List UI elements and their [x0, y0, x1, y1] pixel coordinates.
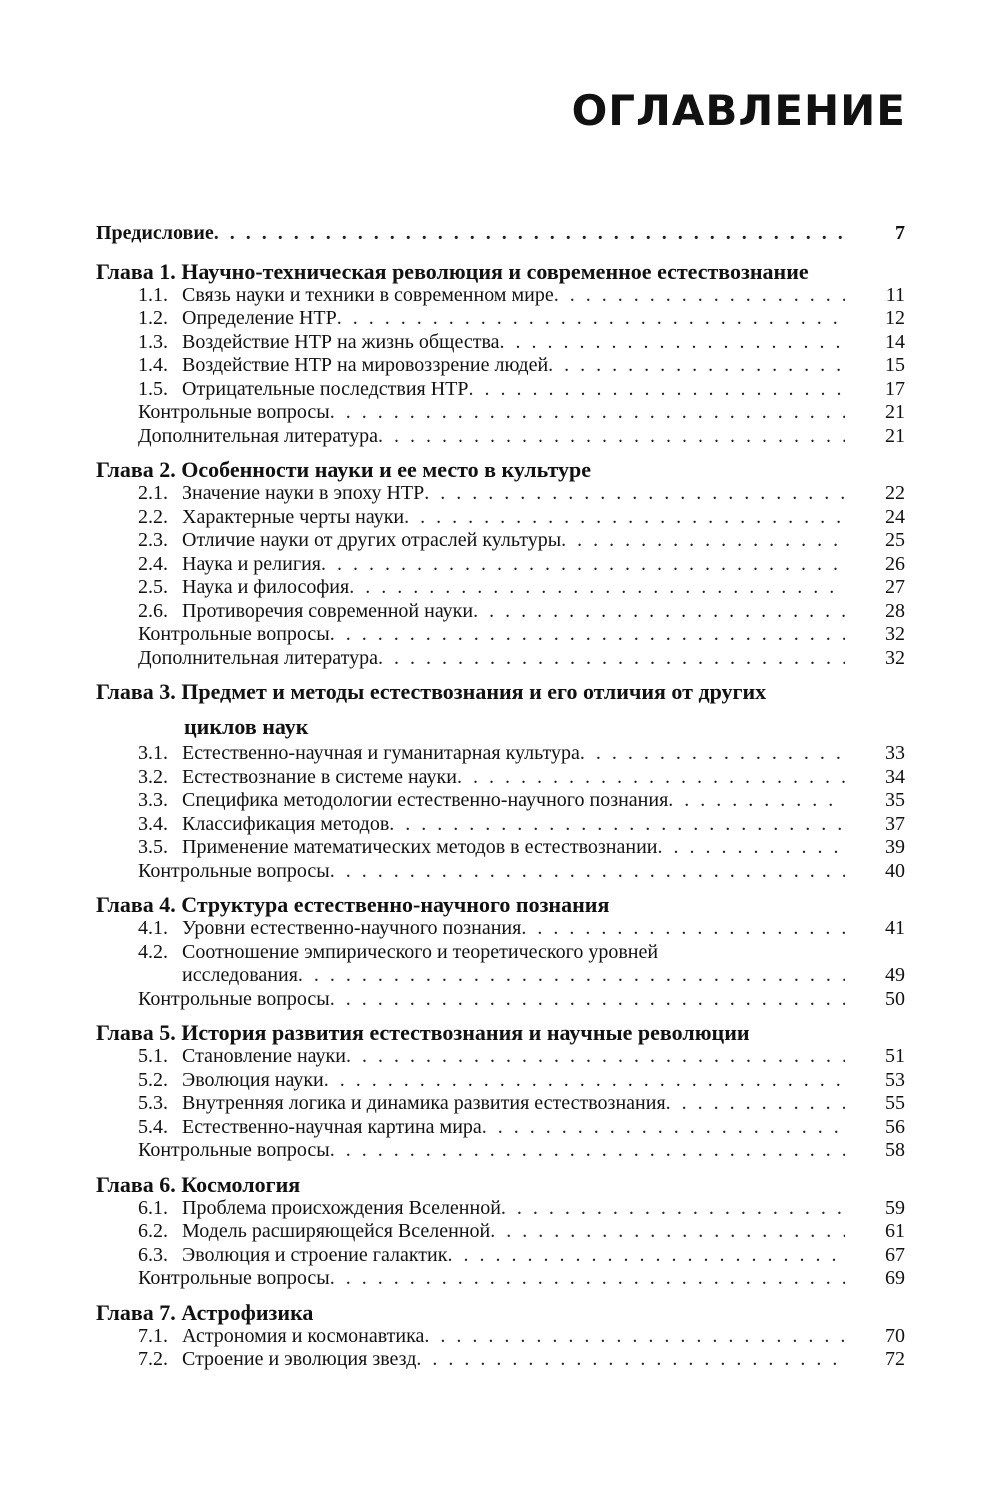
entry-page: 26	[885, 552, 905, 575]
entry-text: Внутренняя логика и динамика развития естествознания	[182, 1092, 666, 1114]
entry-page: 72	[885, 1348, 905, 1370]
leader-dots	[330, 401, 845, 425]
entry-page: 55	[885, 1092, 905, 1114]
entry-number: 1.2.	[138, 307, 168, 329]
leader-dots	[490, 1220, 845, 1244]
toc-entry-questions	[96, 988, 911, 1012]
entry-text: исследования	[182, 964, 298, 986]
leader-dots	[416, 1348, 845, 1372]
toc-entry	[96, 766, 911, 790]
entry-text: Эволюция и строение галактик	[182, 1243, 448, 1266]
leader-dots	[500, 331, 845, 355]
toc-entry	[96, 1116, 911, 1140]
entry-page: 7	[895, 222, 905, 244]
leader-dots	[346, 1045, 845, 1069]
entry-text: Значение науки в эпоху НТР	[182, 482, 425, 504]
leader-dots	[404, 506, 845, 530]
toc-entry	[96, 307, 911, 331]
toc-entry	[96, 482, 911, 506]
toc-entry	[96, 331, 911, 355]
entry-page: 61	[885, 1220, 905, 1242]
toc-entry-questions	[96, 860, 911, 884]
entry-page: 21	[885, 401, 905, 423]
leader-dots	[554, 284, 845, 308]
entry-text: Специфика методологии естественно-научного познания	[182, 789, 669, 811]
entry-page: 35	[885, 789, 905, 811]
entry-page: 28	[885, 599, 905, 622]
entry-text: Классификация методов	[182, 812, 390, 835]
toc-entry-literature	[96, 425, 911, 449]
toc-entry	[96, 378, 911, 402]
entry-page: 32	[885, 623, 905, 645]
toc-entry	[96, 1069, 911, 1093]
toc-entry-questions	[96, 1139, 911, 1163]
toc-entry	[96, 941, 911, 965]
toc-entry	[96, 1348, 911, 1372]
toc-entry	[96, 1197, 911, 1221]
leader-dots	[330, 1139, 845, 1163]
leader-dots	[389, 813, 845, 837]
entry-text: Контрольные вопросы	[138, 401, 330, 423]
leader-dots	[473, 600, 845, 624]
entry-page: 53	[885, 1068, 905, 1091]
leader-dots	[424, 1325, 845, 1349]
entry-text: Отличие науки от других отраслей культуры	[182, 529, 562, 551]
toc-entry-questions	[96, 401, 911, 425]
toc-entry	[96, 917, 911, 941]
entry-page: 21	[885, 424, 905, 447]
entry-text: Противоречия современной науки	[182, 599, 474, 622]
entry-number: 6.3.	[138, 1243, 168, 1266]
leader-dots	[521, 917, 845, 941]
toc-entry	[96, 576, 911, 600]
entry-page: 32	[885, 646, 905, 669]
entry-text: Естественно-научная картина мира	[182, 1115, 482, 1138]
leader-dots	[321, 553, 845, 577]
entry-page: 12	[885, 307, 905, 329]
leader-dots	[424, 482, 845, 506]
entry-text: Строение и эволюция звезд	[182, 1348, 417, 1370]
toc-entry	[96, 284, 911, 308]
entry-text: Воздействие НТР на мировоззрение людей	[182, 354, 549, 376]
leader-dots	[580, 742, 845, 766]
entry-page: 25	[885, 529, 905, 551]
entry-number: 2.5.	[138, 576, 168, 598]
toc-entry	[96, 1244, 911, 1268]
entry-text: Проблема происхождения Вселенной	[182, 1196, 501, 1219]
entry-text: Астрономия и космонавтика	[182, 1324, 425, 1347]
entry-number: 4.1.	[138, 917, 168, 939]
entry-text: Определение НТР	[182, 307, 337, 329]
entry-number: 3.5.	[138, 836, 168, 858]
leader-dots	[469, 378, 845, 402]
toc-entry	[96, 553, 911, 577]
entry-number: 2.4.	[138, 552, 168, 575]
entry-page: 58	[885, 1139, 905, 1161]
entry-text: Контрольные вопросы	[138, 1267, 330, 1289]
chapter-heading: Глава 6. Космология	[96, 1171, 301, 1197]
chapter-heading: Глава 5. История развития естествознания и научные революции	[96, 1020, 750, 1045]
leader-dots	[482, 1116, 845, 1140]
entry-number: 1.3.	[138, 330, 168, 353]
entry-number: 3.1.	[138, 742, 168, 764]
entry-number: 4.2.	[138, 940, 168, 963]
toc-entry	[96, 836, 911, 860]
chapter-heading: Глава 4. Структура естественно-научного познания	[96, 892, 610, 917]
leader-dots	[457, 766, 845, 790]
entry-number: 7.1.	[138, 1324, 168, 1347]
entry-text: Наука и религия	[182, 552, 321, 575]
leader-dots	[548, 354, 845, 378]
toc-entry	[96, 742, 911, 766]
entry-page: 41	[885, 917, 905, 939]
entry-page: 33	[885, 742, 905, 764]
leader-dots	[657, 836, 845, 860]
entry-text: Отрицательные последствия НТР	[182, 377, 469, 400]
entry-text: Контрольные вопросы	[138, 859, 330, 882]
toc-entry	[96, 1325, 911, 1349]
leader-dots	[330, 860, 845, 884]
entry-number: 2.3.	[138, 529, 168, 551]
leader-dots	[337, 307, 845, 331]
entry-text: Эволюция науки	[182, 1068, 324, 1091]
leader-dots	[324, 1069, 845, 1093]
entry-number: 5.2.	[138, 1068, 168, 1091]
entry-page: 22	[885, 482, 905, 504]
entry-page: 34	[885, 765, 905, 788]
entry-page: 37	[885, 812, 905, 835]
leader-dots	[378, 425, 845, 449]
entry-page: 15	[885, 354, 905, 376]
entry-text: Дополнительная литература	[138, 646, 378, 669]
entry-text: Наука и философия	[182, 576, 350, 598]
entry-number: 6.1.	[138, 1196, 168, 1219]
chapter-heading	[96, 679, 911, 739]
toc-entry	[96, 1092, 911, 1116]
entry-text: Модель расширяющейся Вселенной	[182, 1220, 491, 1242]
entry-number: 3.3.	[138, 789, 168, 811]
toc-entry	[96, 506, 911, 530]
entry-number: 3.4.	[138, 812, 168, 835]
leader-dots	[214, 222, 845, 246]
entry-number: 2.1.	[138, 482, 168, 504]
chapter-heading-text: Глава 3. Предмет и методы естествознания и его отличия от других	[96, 679, 767, 704]
entry-text: Предисловие	[96, 222, 214, 244]
entry-number: 5.3.	[138, 1092, 168, 1114]
toc-entry-preface	[96, 222, 911, 246]
entry-text: Естественно-научная и гуманитарная культура	[182, 742, 580, 764]
entry-text: Контрольные вопросы	[138, 987, 330, 1010]
entry-page: 56	[885, 1115, 905, 1138]
entry-text: Естествознание в системе науки	[182, 765, 457, 788]
leader-dots	[330, 623, 845, 647]
entry-page: 67	[885, 1243, 905, 1266]
toc-entry	[96, 354, 911, 378]
toc-entry	[96, 813, 911, 837]
toc-entry-literature	[96, 647, 911, 671]
toc-entry	[96, 529, 911, 553]
leader-dots	[501, 1197, 845, 1221]
entry-text: Уровни естественно-научного познания	[182, 917, 522, 939]
entry-text: Соотношение эмпирического и теоретического уровней	[182, 940, 659, 963]
toc-entry-continuation	[96, 964, 911, 988]
leader-dots	[666, 1092, 845, 1116]
entry-page: 17	[885, 377, 905, 400]
toc-entry-questions	[96, 1267, 911, 1291]
entry-text: Применение математических методов в естествознании	[182, 836, 658, 858]
leader-dots	[447, 1244, 845, 1268]
entry-number: 1.5.	[138, 377, 168, 400]
entry-page: 24	[885, 505, 905, 528]
entry-page: 27	[885, 576, 905, 598]
chapter-heading: Глава 7. Астрофизика	[96, 1299, 314, 1325]
toc-entry	[96, 789, 911, 813]
page-title: ОГЛАВЛЕНИЕ	[571, 86, 906, 135]
entry-text: Дополнительная литература	[138, 424, 378, 447]
entry-number: 1.4.	[138, 354, 168, 376]
entry-page: 49	[885, 964, 905, 986]
entry-number: 7.2.	[138, 1348, 168, 1370]
entry-number: 2.6.	[138, 599, 168, 622]
leader-dots	[561, 529, 845, 553]
toc-entry-questions	[96, 623, 911, 647]
toc-entry	[96, 1045, 911, 1069]
entry-text: Воздействие НТР на жизнь общества	[182, 330, 500, 353]
entry-text: Характерные черты науки	[182, 505, 405, 528]
entry-page: 69	[885, 1267, 905, 1289]
chapter-heading: Глава 2. Особенности науки и ее место в культуре	[96, 457, 591, 482]
leader-dots	[298, 964, 845, 988]
toc-entry	[96, 600, 911, 624]
chapter-heading-continuation: циклов наук	[184, 714, 309, 739]
entry-page: 14	[885, 330, 905, 353]
entry-page: 70	[885, 1324, 905, 1347]
entry-number: 3.2.	[138, 765, 168, 788]
entry-number: 2.2.	[138, 505, 168, 528]
leader-dots	[349, 576, 845, 600]
entry-page: 59	[885, 1196, 905, 1219]
entry-number: 6.2.	[138, 1220, 168, 1242]
entry-number: 1.1.	[138, 283, 168, 306]
toc-entry	[96, 1220, 911, 1244]
entry-number: 5.4.	[138, 1115, 168, 1138]
entry-page: 51	[885, 1045, 905, 1067]
leader-dots	[378, 647, 845, 671]
entry-text: Контрольные вопросы	[138, 623, 330, 645]
entry-page: 39	[885, 836, 905, 858]
entry-page: 50	[885, 987, 905, 1010]
entry-text: Контрольные вопросы	[138, 1139, 330, 1161]
leader-dots	[668, 789, 845, 813]
entry-number: 5.1.	[138, 1045, 168, 1067]
leader-dots	[330, 1267, 845, 1291]
entry-text: Становление науки	[182, 1045, 346, 1067]
leader-dots	[330, 988, 845, 1012]
entry-page: 11	[885, 283, 905, 306]
entry-text: Связь науки и техники в современном мире	[182, 283, 554, 306]
entry-page: 40	[885, 859, 905, 882]
table-of-contents	[96, 222, 911, 1372]
chapter-heading: Глава 1. Научно-техническая революция и современное естествознание	[96, 258, 809, 284]
